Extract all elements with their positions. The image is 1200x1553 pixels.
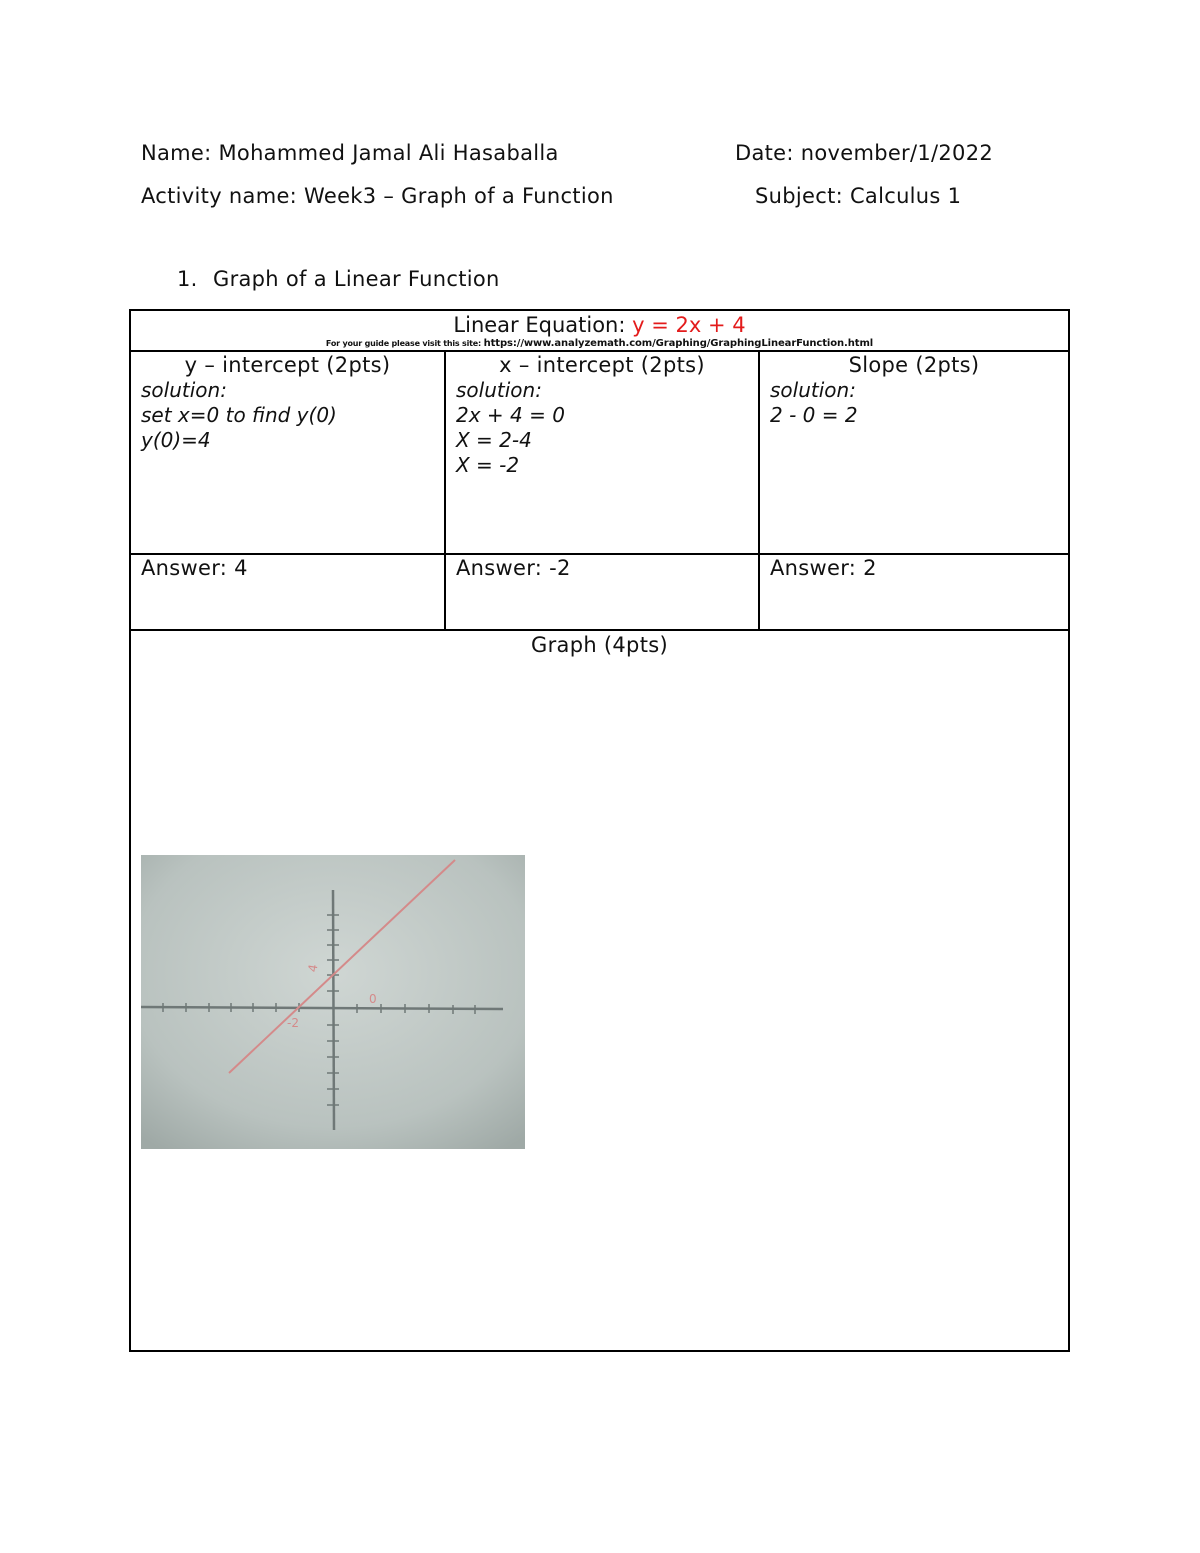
solution-line: solution: [770, 378, 856, 402]
solution-line: y(0)=4 [141, 428, 211, 452]
column-heading: x – intercept (2pts) [499, 353, 705, 377]
slope-column [760, 352, 1068, 630]
solution-line: X = -2 [456, 453, 520, 477]
solution-text [760, 378, 1068, 428]
answer: Answer: 2 [770, 556, 877, 580]
y-intercept-column [131, 352, 446, 630]
section-title-text: Graph of a Linear Function [213, 267, 500, 291]
column-heading: y – intercept (2pts) [184, 353, 391, 377]
column-heading: Slope (2pts) [848, 353, 980, 377]
graph-photo [141, 855, 525, 1149]
worksheet-table [129, 309, 1070, 1352]
solution-line: set x=0 to find y(0) [141, 403, 337, 427]
date: Date: november/1/2022 [735, 141, 994, 165]
equation-expression: y = 2x + 4 [632, 313, 746, 337]
x-intercept-column [446, 352, 760, 630]
solution-text [446, 378, 758, 478]
equation-line [131, 312, 1068, 338]
solution-line: 2 - 0 = 2 [770, 403, 858, 427]
x-intercept-mark: -2 [287, 1016, 299, 1030]
guide-line [131, 338, 1068, 349]
solution-line: X = 2-4 [456, 428, 532, 452]
divider [131, 629, 1068, 631]
answer: Answer: 4 [141, 556, 248, 580]
y-intercept-mark: 4 [305, 963, 321, 974]
solution-text [131, 378, 444, 453]
equation-label: Linear Equation: [453, 313, 633, 337]
subject: Subject: Calculus 1 [755, 184, 962, 208]
solution-line: solution: [456, 378, 542, 402]
student-name: Name: Mohammed Jamal Ali Hasaballa [141, 141, 559, 165]
answer: Answer: -2 [456, 556, 571, 580]
solution-line: 2x + 4 = 0 [456, 403, 565, 427]
guide-link[interactable]: https://www.analyzemath.com/Graphing/GraphingLinearFunction.html [483, 338, 874, 349]
y-axis [333, 890, 334, 1130]
section-title [177, 267, 500, 291]
solution-line: solution: [141, 378, 227, 402]
guide-prefix: For your guide please visit this site: [325, 339, 484, 348]
activity-name: Activity name: Week3 – Graph of a Function [141, 184, 614, 208]
section-number: 1. [177, 267, 198, 291]
equation-row [131, 311, 1068, 352]
graph-title: Graph (4pts) [531, 633, 668, 657]
origin-mark: 0 [369, 992, 377, 1006]
